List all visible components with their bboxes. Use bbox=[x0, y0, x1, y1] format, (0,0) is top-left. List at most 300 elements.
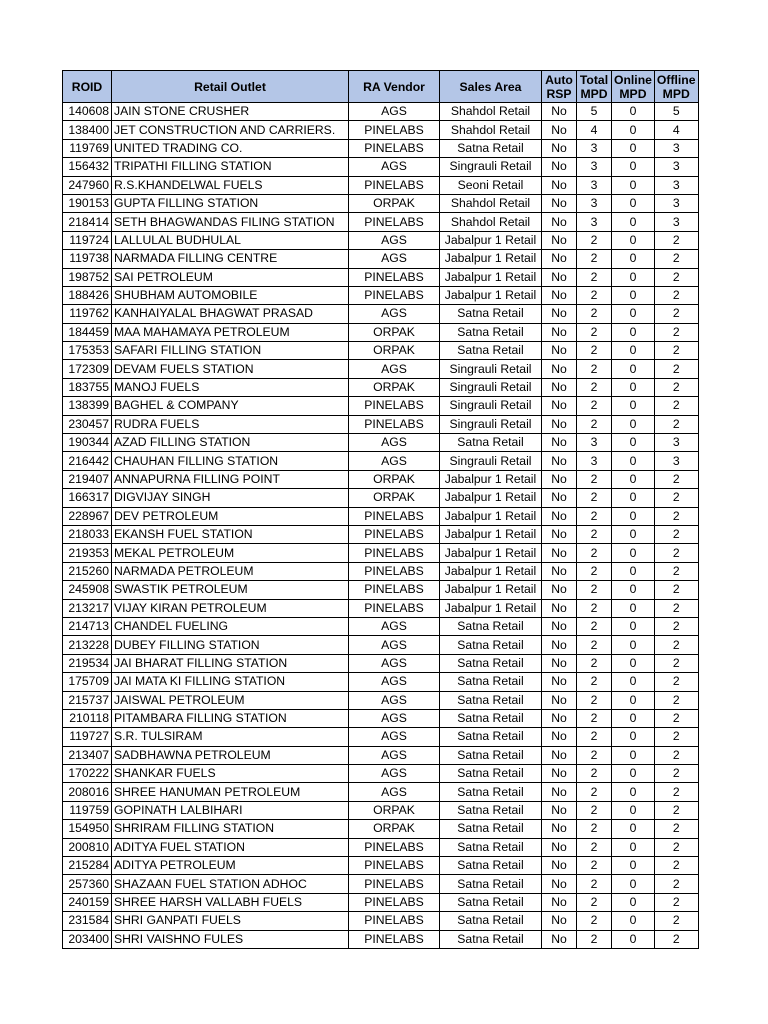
header-offline-mpd-line1: Offline bbox=[656, 72, 696, 87]
cell-roid: 218414 bbox=[63, 213, 112, 231]
cell-auto-rsp: No bbox=[542, 691, 577, 709]
cell-auto-rsp: No bbox=[542, 636, 577, 654]
cell-ra-vendor: PINELABS bbox=[349, 930, 440, 948]
header-online-mpd bbox=[612, 71, 655, 103]
cell-sales-area: Satna Retail bbox=[440, 765, 542, 783]
cell-offline-mpd: 2 bbox=[654, 893, 698, 911]
cell-offline-mpd: 2 bbox=[654, 728, 698, 746]
cell-sales-area: Shahdol Retail bbox=[440, 121, 542, 139]
cell-roid: 166317 bbox=[63, 489, 112, 507]
cell-ra-vendor: AGS bbox=[349, 691, 440, 709]
table-row bbox=[63, 875, 699, 893]
cell-retail-outlet: SHREE HANUMAN PETROLEUM bbox=[112, 783, 349, 801]
cell-retail-outlet: NARMADA FILLING CENTRE bbox=[112, 250, 349, 268]
table-row bbox=[63, 691, 699, 709]
cell-auto-rsp: No bbox=[542, 820, 577, 838]
cell-offline-mpd: 2 bbox=[654, 562, 698, 580]
cell-roid: 140608 bbox=[63, 103, 112, 121]
cell-roid: 214713 bbox=[63, 617, 112, 635]
cell-auto-rsp: No bbox=[542, 783, 577, 801]
cell-auto-rsp: No bbox=[542, 139, 577, 157]
cell-total-mpd: 2 bbox=[577, 305, 612, 323]
cell-ra-vendor: PINELABS bbox=[349, 415, 440, 433]
cell-sales-area: Satna Retail bbox=[440, 838, 542, 856]
cell-retail-outlet: CHAUHAN FILLING STATION bbox=[112, 452, 349, 470]
cell-auto-rsp: No bbox=[542, 654, 577, 672]
cell-auto-rsp: No bbox=[542, 912, 577, 930]
cell-offline-mpd: 4 bbox=[654, 121, 698, 139]
cell-online-mpd: 0 bbox=[612, 323, 655, 341]
cell-total-mpd: 3 bbox=[577, 213, 612, 231]
cell-online-mpd: 0 bbox=[612, 691, 655, 709]
cell-offline-mpd: 2 bbox=[654, 268, 698, 286]
cell-ra-vendor: ORPAK bbox=[349, 194, 440, 212]
cell-online-mpd: 0 bbox=[612, 268, 655, 286]
cell-total-mpd: 2 bbox=[577, 875, 612, 893]
cell-offline-mpd: 2 bbox=[654, 415, 698, 433]
cell-ra-vendor: AGS bbox=[349, 250, 440, 268]
cell-auto-rsp: No bbox=[542, 397, 577, 415]
header-offline-mpd bbox=[654, 71, 698, 103]
cell-roid: 240159 bbox=[63, 893, 112, 911]
cell-retail-outlet: ANNAPURNA FILLING POINT bbox=[112, 470, 349, 488]
cell-auto-rsp: No bbox=[542, 765, 577, 783]
cell-retail-outlet: SADBHAWNA PETROLEUM bbox=[112, 746, 349, 764]
cell-retail-outlet: DUBEY FILLING STATION bbox=[112, 636, 349, 654]
cell-online-mpd: 0 bbox=[612, 765, 655, 783]
cell-auto-rsp: No bbox=[542, 544, 577, 562]
cell-auto-rsp: No bbox=[542, 305, 577, 323]
cell-total-mpd: 2 bbox=[577, 893, 612, 911]
cell-roid: 215260 bbox=[63, 562, 112, 580]
cell-sales-area: Satna Retail bbox=[440, 820, 542, 838]
cell-retail-outlet: ADITYA FUEL STATION bbox=[112, 838, 349, 856]
cell-offline-mpd: 2 bbox=[654, 581, 698, 599]
header-row bbox=[63, 71, 699, 103]
cell-retail-outlet: SHUBHAM AUTOMOBILE bbox=[112, 286, 349, 304]
cell-auto-rsp: No bbox=[542, 673, 577, 691]
cell-online-mpd: 0 bbox=[612, 875, 655, 893]
cell-offline-mpd: 2 bbox=[654, 636, 698, 654]
cell-retail-outlet: JET CONSTRUCTION AND CARRIERS. bbox=[112, 121, 349, 139]
header-auto-rsp-line1: Auto bbox=[545, 72, 573, 87]
cell-roid: 213217 bbox=[63, 599, 112, 617]
header-roid: ROID bbox=[63, 71, 112, 103]
cell-online-mpd: 0 bbox=[612, 397, 655, 415]
cell-retail-outlet: NARMADA PETROLEUM bbox=[112, 562, 349, 580]
table-row bbox=[63, 654, 699, 672]
table-body bbox=[63, 103, 699, 949]
cell-auto-rsp: No bbox=[542, 434, 577, 452]
table-row bbox=[63, 415, 699, 433]
cell-auto-rsp: No bbox=[542, 875, 577, 893]
cell-online-mpd: 0 bbox=[612, 378, 655, 396]
cell-online-mpd: 0 bbox=[612, 342, 655, 360]
cell-retail-outlet: PITAMBARA FILLING STATION bbox=[112, 709, 349, 727]
cell-online-mpd: 0 bbox=[612, 562, 655, 580]
cell-auto-rsp: No bbox=[542, 231, 577, 249]
cell-offline-mpd: 2 bbox=[654, 746, 698, 764]
table-row bbox=[63, 765, 699, 783]
cell-roid: 154950 bbox=[63, 820, 112, 838]
cell-sales-area: Jabalpur 1 Retail bbox=[440, 599, 542, 617]
cell-sales-area: Singrauli Retail bbox=[440, 415, 542, 433]
cell-offline-mpd: 2 bbox=[654, 783, 698, 801]
cell-sales-area: Singrauli Retail bbox=[440, 158, 542, 176]
cell-sales-area: Satna Retail bbox=[440, 930, 542, 948]
cell-total-mpd: 2 bbox=[577, 415, 612, 433]
cell-total-mpd: 2 bbox=[577, 562, 612, 580]
cell-ra-vendor: AGS bbox=[349, 158, 440, 176]
cell-retail-outlet: MEKAL PETROLEUM bbox=[112, 544, 349, 562]
cell-roid: 119762 bbox=[63, 305, 112, 323]
cell-retail-outlet: DEV PETROLEUM bbox=[112, 507, 349, 525]
cell-sales-area: Satna Retail bbox=[440, 673, 542, 691]
cell-ra-vendor: PINELABS bbox=[349, 268, 440, 286]
table-row bbox=[63, 231, 699, 249]
cell-online-mpd: 0 bbox=[612, 489, 655, 507]
table-row bbox=[63, 562, 699, 580]
cell-offline-mpd: 2 bbox=[654, 470, 698, 488]
cell-total-mpd: 2 bbox=[577, 636, 612, 654]
table-row bbox=[63, 820, 699, 838]
cell-offline-mpd: 2 bbox=[654, 599, 698, 617]
cell-auto-rsp: No bbox=[542, 250, 577, 268]
cell-sales-area: Singrauli Retail bbox=[440, 378, 542, 396]
table-row bbox=[63, 912, 699, 930]
cell-retail-outlet: SAFARI FILLING STATION bbox=[112, 342, 349, 360]
cell-offline-mpd: 2 bbox=[654, 912, 698, 930]
cell-total-mpd: 2 bbox=[577, 801, 612, 819]
cell-sales-area: Jabalpur 1 Retail bbox=[440, 231, 542, 249]
cell-ra-vendor: AGS bbox=[349, 728, 440, 746]
cell-roid: 138399 bbox=[63, 397, 112, 415]
cell-sales-area: Satna Retail bbox=[440, 654, 542, 672]
cell-roid: 119769 bbox=[63, 139, 112, 157]
cell-ra-vendor: AGS bbox=[349, 636, 440, 654]
cell-total-mpd: 2 bbox=[577, 286, 612, 304]
table-row bbox=[63, 746, 699, 764]
cell-total-mpd: 3 bbox=[577, 452, 612, 470]
cell-total-mpd: 4 bbox=[577, 121, 612, 139]
cell-online-mpd: 0 bbox=[612, 121, 655, 139]
cell-ra-vendor: AGS bbox=[349, 452, 440, 470]
cell-auto-rsp: No bbox=[542, 378, 577, 396]
cell-total-mpd: 2 bbox=[577, 268, 612, 286]
cell-roid: 190153 bbox=[63, 194, 112, 212]
table-row bbox=[63, 378, 699, 396]
cell-roid: 216442 bbox=[63, 452, 112, 470]
cell-sales-area: Jabalpur 1 Retail bbox=[440, 581, 542, 599]
cell-online-mpd: 0 bbox=[612, 194, 655, 212]
cell-offline-mpd: 2 bbox=[654, 342, 698, 360]
cell-roid: 203400 bbox=[63, 930, 112, 948]
cell-sales-area: Satna Retail bbox=[440, 893, 542, 911]
cell-sales-area: Shahdol Retail bbox=[440, 194, 542, 212]
cell-total-mpd: 3 bbox=[577, 158, 612, 176]
table-row bbox=[63, 673, 699, 691]
cell-offline-mpd: 2 bbox=[654, 507, 698, 525]
cell-roid: 218033 bbox=[63, 525, 112, 543]
table-row bbox=[63, 599, 699, 617]
cell-ra-vendor: AGS bbox=[349, 746, 440, 764]
cell-auto-rsp: No bbox=[542, 360, 577, 378]
cell-total-mpd: 2 bbox=[577, 930, 612, 948]
cell-roid: 213228 bbox=[63, 636, 112, 654]
cell-online-mpd: 0 bbox=[612, 360, 655, 378]
cell-auto-rsp: No bbox=[542, 930, 577, 948]
cell-roid: 213407 bbox=[63, 746, 112, 764]
cell-sales-area: Jabalpur 1 Retail bbox=[440, 507, 542, 525]
cell-offline-mpd: 3 bbox=[654, 452, 698, 470]
cell-auto-rsp: No bbox=[542, 857, 577, 875]
cell-retail-outlet: SWASTIK PETROLEUM bbox=[112, 581, 349, 599]
cell-online-mpd: 0 bbox=[612, 415, 655, 433]
cell-offline-mpd: 2 bbox=[654, 323, 698, 341]
cell-auto-rsp: No bbox=[542, 176, 577, 194]
cell-offline-mpd: 2 bbox=[654, 378, 698, 396]
cell-online-mpd: 0 bbox=[612, 783, 655, 801]
cell-total-mpd: 3 bbox=[577, 434, 612, 452]
cell-offline-mpd: 2 bbox=[654, 875, 698, 893]
cell-auto-rsp: No bbox=[542, 562, 577, 580]
cell-offline-mpd: 2 bbox=[654, 765, 698, 783]
cell-offline-mpd: 5 bbox=[654, 103, 698, 121]
table-row bbox=[63, 158, 699, 176]
cell-auto-rsp: No bbox=[542, 709, 577, 727]
table-row bbox=[63, 470, 699, 488]
cell-retail-outlet: UNITED TRADING CO. bbox=[112, 139, 349, 157]
cell-sales-area: Jabalpur 1 Retail bbox=[440, 470, 542, 488]
cell-offline-mpd: 2 bbox=[654, 397, 698, 415]
cell-offline-mpd: 3 bbox=[654, 194, 698, 212]
cell-online-mpd: 0 bbox=[612, 231, 655, 249]
header-retail-outlet: Retail Outlet bbox=[112, 71, 349, 103]
cell-ra-vendor: PINELABS bbox=[349, 893, 440, 911]
cell-roid: 172309 bbox=[63, 360, 112, 378]
header-auto-rsp-line2: RSP bbox=[546, 86, 572, 101]
table-row bbox=[63, 268, 699, 286]
cell-sales-area: Jabalpur 1 Retail bbox=[440, 544, 542, 562]
cell-ra-vendor: PINELABS bbox=[349, 121, 440, 139]
retail-outlet-table bbox=[62, 70, 699, 949]
cell-total-mpd: 2 bbox=[577, 654, 612, 672]
table-row bbox=[63, 801, 699, 819]
cell-auto-rsp: No bbox=[542, 342, 577, 360]
cell-roid: 119724 bbox=[63, 231, 112, 249]
cell-ra-vendor: AGS bbox=[349, 673, 440, 691]
cell-roid: 138400 bbox=[63, 121, 112, 139]
cell-ra-vendor: AGS bbox=[349, 360, 440, 378]
cell-sales-area: Shahdol Retail bbox=[440, 103, 542, 121]
cell-roid: 156432 bbox=[63, 158, 112, 176]
table-row bbox=[63, 176, 699, 194]
table-row bbox=[63, 525, 699, 543]
header-auto-rsp bbox=[542, 71, 577, 103]
cell-retail-outlet: KANHAIYALAL BHAGWAT PRASAD bbox=[112, 305, 349, 323]
cell-roid: 119727 bbox=[63, 728, 112, 746]
cell-total-mpd: 3 bbox=[577, 139, 612, 157]
table-row bbox=[63, 636, 699, 654]
cell-total-mpd: 2 bbox=[577, 470, 612, 488]
cell-retail-outlet: JAI BHARAT FILLING STATION bbox=[112, 654, 349, 672]
table-row bbox=[63, 121, 699, 139]
cell-sales-area: Satna Retail bbox=[440, 636, 542, 654]
cell-sales-area: Satna Retail bbox=[440, 801, 542, 819]
cell-roid: 170222 bbox=[63, 765, 112, 783]
cell-offline-mpd: 2 bbox=[654, 286, 698, 304]
cell-auto-rsp: No bbox=[542, 452, 577, 470]
cell-roid: 245908 bbox=[63, 581, 112, 599]
cell-ra-vendor: PINELABS bbox=[349, 599, 440, 617]
cell-offline-mpd: 2 bbox=[654, 801, 698, 819]
cell-retail-outlet: SAI PETROLEUM bbox=[112, 268, 349, 286]
cell-ra-vendor: AGS bbox=[349, 231, 440, 249]
cell-total-mpd: 2 bbox=[577, 912, 612, 930]
table-row bbox=[63, 305, 699, 323]
cell-retail-outlet: GUPTA FILLING STATION bbox=[112, 194, 349, 212]
cell-ra-vendor: ORPAK bbox=[349, 378, 440, 396]
cell-retail-outlet: RUDRA FUELS bbox=[112, 415, 349, 433]
cell-total-mpd: 2 bbox=[577, 525, 612, 543]
cell-total-mpd: 2 bbox=[577, 857, 612, 875]
cell-ra-vendor: ORPAK bbox=[349, 801, 440, 819]
cell-ra-vendor: PINELABS bbox=[349, 525, 440, 543]
cell-auto-rsp: No bbox=[542, 489, 577, 507]
cell-roid: 230457 bbox=[63, 415, 112, 433]
cell-retail-outlet: ADITYA PETROLEUM bbox=[112, 857, 349, 875]
cell-auto-rsp: No bbox=[542, 268, 577, 286]
cell-roid: 228967 bbox=[63, 507, 112, 525]
cell-sales-area: Singrauli Retail bbox=[440, 397, 542, 415]
cell-auto-rsp: No bbox=[542, 617, 577, 635]
cell-ra-vendor: PINELABS bbox=[349, 176, 440, 194]
cell-retail-outlet: TRIPATHI FILLING STATION bbox=[112, 158, 349, 176]
cell-online-mpd: 0 bbox=[612, 507, 655, 525]
cell-total-mpd: 2 bbox=[577, 838, 612, 856]
cell-auto-rsp: No bbox=[542, 838, 577, 856]
header-total-mpd-line2: MPD bbox=[580, 86, 608, 101]
cell-online-mpd: 0 bbox=[612, 213, 655, 231]
cell-retail-outlet: CHANDEL FUELING bbox=[112, 617, 349, 635]
cell-offline-mpd: 3 bbox=[654, 158, 698, 176]
cell-auto-rsp: No bbox=[542, 581, 577, 599]
table-row bbox=[63, 838, 699, 856]
cell-roid: 200810 bbox=[63, 838, 112, 856]
cell-sales-area: Satna Retail bbox=[440, 709, 542, 727]
cell-ra-vendor: PINELABS bbox=[349, 397, 440, 415]
cell-online-mpd: 0 bbox=[612, 673, 655, 691]
cell-ra-vendor: PINELABS bbox=[349, 286, 440, 304]
cell-offline-mpd: 2 bbox=[654, 525, 698, 543]
cell-total-mpd: 2 bbox=[577, 360, 612, 378]
cell-offline-mpd: 2 bbox=[654, 673, 698, 691]
cell-retail-outlet: JAIN STONE CRUSHER bbox=[112, 103, 349, 121]
cell-retail-outlet: SHAZAAN FUEL STATION ADHOC bbox=[112, 875, 349, 893]
cell-roid: 188426 bbox=[63, 286, 112, 304]
cell-sales-area: Satna Retail bbox=[440, 691, 542, 709]
cell-retail-outlet: S.R. TULSIRAM bbox=[112, 728, 349, 746]
cell-online-mpd: 0 bbox=[612, 581, 655, 599]
cell-online-mpd: 0 bbox=[612, 544, 655, 562]
cell-retail-outlet: SHREE HARSH VALLABH FUELS bbox=[112, 893, 349, 911]
cell-retail-outlet: SHANKAR FUELS bbox=[112, 765, 349, 783]
cell-ra-vendor: PINELABS bbox=[349, 857, 440, 875]
cell-total-mpd: 2 bbox=[577, 728, 612, 746]
cell-sales-area: Satna Retail bbox=[440, 912, 542, 930]
cell-retail-outlet: LALLULAL BUDHULAL bbox=[112, 231, 349, 249]
cell-retail-outlet: SHRIRAM FILLING STATION bbox=[112, 820, 349, 838]
cell-offline-mpd: 2 bbox=[654, 654, 698, 672]
cell-offline-mpd: 2 bbox=[654, 820, 698, 838]
cell-online-mpd: 0 bbox=[612, 893, 655, 911]
cell-offline-mpd: 2 bbox=[654, 489, 698, 507]
cell-sales-area: Jabalpur 1 Retail bbox=[440, 286, 542, 304]
cell-sales-area: Jabalpur 1 Retail bbox=[440, 250, 542, 268]
cell-offline-mpd: 2 bbox=[654, 250, 698, 268]
table-row bbox=[63, 213, 699, 231]
cell-auto-rsp: No bbox=[542, 746, 577, 764]
table-row bbox=[63, 709, 699, 727]
cell-ra-vendor: AGS bbox=[349, 103, 440, 121]
cell-offline-mpd: 3 bbox=[654, 176, 698, 194]
table-header bbox=[63, 71, 699, 103]
cell-offline-mpd: 2 bbox=[654, 857, 698, 875]
cell-retail-outlet: MANOJ FUELS bbox=[112, 378, 349, 396]
cell-roid: 175709 bbox=[63, 673, 112, 691]
cell-retail-outlet: JAI MATA KI FILLING STATION bbox=[112, 673, 349, 691]
cell-online-mpd: 0 bbox=[612, 452, 655, 470]
cell-sales-area: Seoni Retail bbox=[440, 176, 542, 194]
cell-sales-area: Jabalpur 1 Retail bbox=[440, 489, 542, 507]
cell-total-mpd: 2 bbox=[577, 783, 612, 801]
cell-online-mpd: 0 bbox=[612, 305, 655, 323]
cell-auto-rsp: No bbox=[542, 121, 577, 139]
cell-sales-area: Satna Retail bbox=[440, 617, 542, 635]
cell-online-mpd: 0 bbox=[612, 176, 655, 194]
cell-ra-vendor: AGS bbox=[349, 765, 440, 783]
cell-online-mpd: 0 bbox=[612, 434, 655, 452]
cell-total-mpd: 5 bbox=[577, 103, 612, 121]
cell-ra-vendor: PINELABS bbox=[349, 213, 440, 231]
cell-ra-vendor: PINELABS bbox=[349, 507, 440, 525]
header-online-mpd-line1: Online bbox=[614, 72, 652, 87]
cell-auto-rsp: No bbox=[542, 893, 577, 911]
cell-total-mpd: 2 bbox=[577, 489, 612, 507]
cell-online-mpd: 0 bbox=[612, 930, 655, 948]
cell-retail-outlet: SETH BHAGWANDAS FILING STATION bbox=[112, 213, 349, 231]
cell-online-mpd: 0 bbox=[612, 617, 655, 635]
cell-offline-mpd: 2 bbox=[654, 930, 698, 948]
cell-total-mpd: 2 bbox=[577, 599, 612, 617]
cell-sales-area: Satna Retail bbox=[440, 305, 542, 323]
cell-total-mpd: 2 bbox=[577, 617, 612, 635]
cell-sales-area: Satna Retail bbox=[440, 857, 542, 875]
cell-ra-vendor: PINELABS bbox=[349, 544, 440, 562]
table-row bbox=[63, 617, 699, 635]
cell-offline-mpd: 3 bbox=[654, 213, 698, 231]
cell-total-mpd: 2 bbox=[577, 231, 612, 249]
cell-online-mpd: 0 bbox=[612, 470, 655, 488]
cell-offline-mpd: 3 bbox=[654, 434, 698, 452]
cell-auto-rsp: No bbox=[542, 194, 577, 212]
cell-retail-outlet: DEVAM FUELS STATION bbox=[112, 360, 349, 378]
cell-online-mpd: 0 bbox=[612, 158, 655, 176]
cell-total-mpd: 2 bbox=[577, 544, 612, 562]
cell-ra-vendor: PINELABS bbox=[349, 139, 440, 157]
cell-ra-vendor: AGS bbox=[349, 434, 440, 452]
table-row bbox=[63, 489, 699, 507]
